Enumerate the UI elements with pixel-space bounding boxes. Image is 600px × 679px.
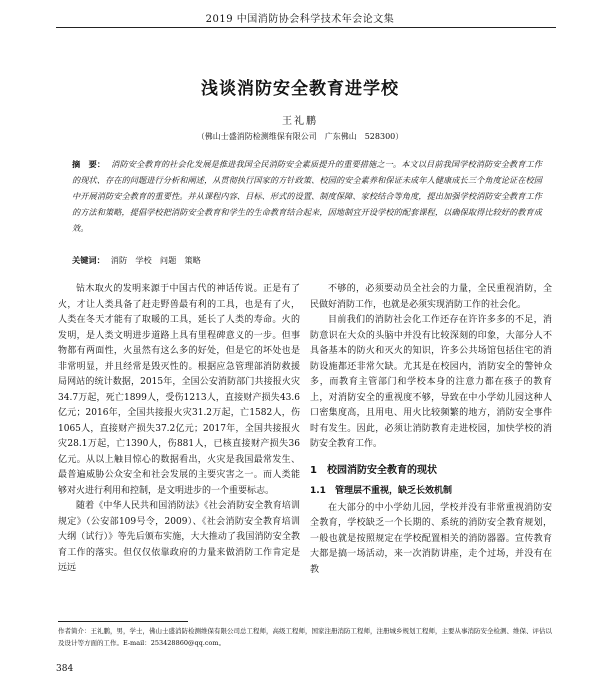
subsection-heading: 1.1 管理层不重视，缺乏长效机制 [310,486,452,496]
running-head: 2019 中国消防协会科学技术年会论文集 [205,14,395,25]
paragraph: 在大部分的中小学幼儿园，学校并没有非常重视消防安全教育，学校缺乏一个长期的、系统的消防安全教育规划，一般也就是按照规定在学校配置相关的消防器器。宣传教育大都是搞一场活动，来一次消防讲座，走个过场，并没有在教 [310,502,552,575]
section-heading: 1 校园消防安全教育的现状 [310,464,437,476]
footnote-rule [58,621,188,622]
abstract-label: 摘 要： [72,159,106,169]
paper-title: 浅谈消防安全教育进学校 [201,79,399,99]
keywords-label: 关键词： [72,255,105,265]
abstract-text: 消防安全教育的社会化发展是推进我国全民消防安全素质提升的重要措施之一。本文以目前我国学校消防安全教育工作的现状、存在的问题进行分析和阐述，从贯彻执行国家的方针政策、校园的安全素养和保证未成年人健康成长三个角度论证在校园中开展消防安全教育的重要性。并从课程内容、目标、形式的设置、制度保障、家校结合等角度，提出加强学校消防安全教育工作的方法和策略，提倡学校把消防安全教育和学生的生命教育结合起来，因地制宜开设学校的配套课程，以确保取得比较好的教育成效。 [72,159,542,233]
keywords [72,255,542,266]
paragraph: 不够的，必须要动员全社会的力量，全民重视消防，全民做好消防工作，也就是必须实现消防工作的社会化。 [310,284,552,310]
author: 王礼鹏 [282,116,318,127]
page-number: 384 [56,664,74,674]
paragraph: 目前我们的消防社会化工作还存在许许多多的不足，消防意识在大众的头脑中并没有比较深刻的印象，大部分人不具备基本的防火和灭火的知识，许多公共场馆包括住宅的消防设施都还非常欠缺。尤其是在校园内，消防安全的警钟众多，而教育主管部门和学校本身的注意力都在孩子的教育上，对消防安全的重视度不够，导致在中小学幼儿园这种人口密集度高，且用电、用火比较频繁的地方，消防安全事件时有发生。因此，必须让消防教育走进校园，加快学校的消防安全教育工作。 [310,315,552,449]
footnote: 作者简介：王礼鹏，男，学士，佛山士盛消防检测维保有限公司总工程师，高级工程师，国家注册消防工程师，注册城乡规划工程师，主要从事消防安全检测、维保、评估以及设计等方面的工作。E-mail：253428860@qq.com。 [58,627,552,647]
left-column [58,282,300,577]
keywords-text: 消防 学校 问题 策略 [110,255,201,265]
abstract [72,156,542,236]
paragraph: 随着《中华人民共和国消防法》《社会消防安全教育培训规定》（公安部109号令，2009）、《社会消防安全教育培训大纲（试行）》等先后颁布实施，大大推动了我国消防安全教育工作的落实。但仅仅依靠政府的力量来做消防工作肯定是远远 [58,501,300,573]
header-rule [56,27,556,28]
paragraph: 钻木取火的发明来源于中国古代的神话传说。正是有了火，才让人类具备了赶走野兽最有利的工具，也是有了火，人类在冬天才能有了取暖的工具，延长了人类的寿命。火的发明，是人类文明进步道路上具有里程碑意义的一步。但事物都有两面性，火虽然有这么多的好处，但是它的坏处也是非常明显，并且经常是毁灭性的。根据应急管理部消防救援局网站的统计数据，2015年，全国公安消防部门共接报火灾34.7万起，死亡1899人，受伤1213人，直接财产损失43.6亿元；2016年，全国共接报火灾31.2万起，亡1582人，伤1065人，直接财产损失37.2亿元；2017年，全国共接报火灾28.1万起，亡1390人，伤881人，已核直接财产损失36亿元。从以上触目惊心的数据看出，火灾是我国最常发生、最普遍威胁公众安全和社会发展的主要灾害之一。而人类能够对火进行利用和控制，是文明进步的一个重要标志。 [58,284,300,496]
affiliation: （佛山士盛消防检测维保有限公司 广东佛山 528300） [196,132,404,141]
right-column [310,282,552,578]
